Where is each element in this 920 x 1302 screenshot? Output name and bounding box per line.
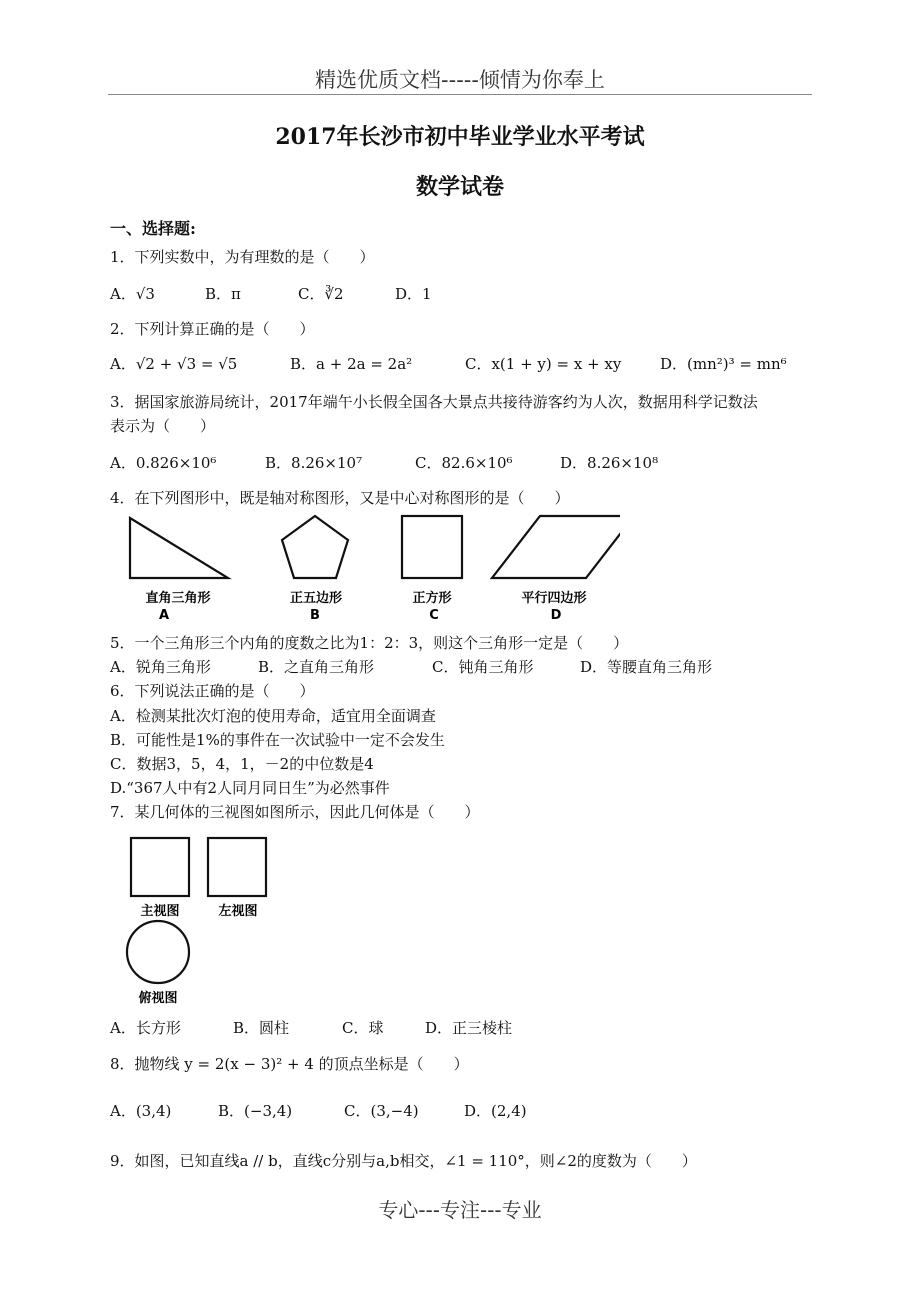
exam-title: 2017年长沙市初中毕业学业水平考试 — [275, 124, 645, 150]
fig-c-name: 正方形 — [412, 591, 452, 606]
q1-stem: 1．下列实数中，为有理数的是（ ） — [110, 248, 375, 266]
q7-three-views — [118, 832, 288, 1008]
header-rule — [108, 94, 812, 95]
q6-option-a: A．检测某批次灯泡的使用寿命，适宜用全面调查 — [110, 707, 436, 725]
q2-option-c: C．x(1 + y) = x + xy — [465, 355, 622, 373]
q5-option-b: B．之直角三角形 — [258, 658, 375, 676]
q5-option-c: C．钝角三角形 — [432, 658, 534, 676]
q6-option-d: D.“367人中有2人同月同日生”为必然事件 — [110, 779, 390, 797]
q7-option-c: C．球 — [342, 1019, 384, 1037]
front-view-label: 主视图 — [140, 904, 180, 919]
fig-a-name: 直角三角形 — [145, 591, 211, 606]
fig-b-name: 正五边形 — [289, 591, 343, 606]
q2-option-b: B．a + 2a = 2a² — [290, 355, 413, 373]
q7-option-d: D．正三棱柱 — [425, 1019, 513, 1037]
q3-option-a: A．0.826×10⁶ — [110, 454, 217, 472]
q8-stem: 8．抛物线 y = 2(x − 3)² + 4 的顶点坐标是（ ） — [110, 1055, 469, 1073]
q2-option-d: D．(mn²)³ = mn⁶ — [660, 355, 787, 373]
right-triangle-figure — [130, 518, 228, 578]
fig-b-letter: B — [310, 608, 320, 623]
pentagon-figure — [282, 516, 348, 578]
q6-option-b: B．可能性是1%的事件在一次试验中一定不会发生 — [110, 731, 445, 749]
page-footer: 专心---专注---专业 — [378, 1198, 542, 1222]
q1-option-c: C．∛2 — [298, 285, 344, 303]
q8-option-d: D．(2,4) — [464, 1102, 527, 1120]
fig-a-letter: A — [158, 608, 170, 623]
q3-stem-line1: 3．据国家旅游局统计，2017年端午小长假全国各大景点共接待游客约为人次，数据用科学记数法 — [110, 393, 758, 411]
q6-stem: 6．下列说法正确的是（ ） — [110, 682, 315, 700]
q4-stem: 4．在下列图形中，既是轴对称图形，又是中心对称图形的是（ ） — [110, 489, 570, 507]
q6-option-c: C．数据3，5，4，1，－2的中位数是4 — [110, 755, 374, 773]
q7-stem: 7．某几何体的三视图如图所示，因此几何体是（ ） — [110, 803, 480, 821]
q3-stem-line2: 表示为（ ） — [110, 417, 216, 435]
fig-d-name: 平行四边形 — [521, 591, 587, 606]
q5-option-d: D．等腰直角三角形 — [580, 658, 713, 676]
fig-d-letter: D — [550, 608, 562, 623]
section-heading: 一、选择题: — [110, 219, 196, 238]
side-view-square — [208, 838, 266, 896]
q2-option-a: A．√2 + √3 = √5 — [110, 355, 238, 373]
q1-option-a: A．√3 — [110, 285, 155, 303]
front-view-square — [131, 838, 189, 896]
q1-option-d: D．1 — [395, 285, 432, 303]
q8-option-b: B．(−3,4) — [218, 1102, 293, 1120]
exam-subtitle: 数学试卷 — [415, 174, 504, 200]
top-view-circle — [127, 921, 189, 983]
q8-option-c: C．(3,−4) — [344, 1102, 419, 1120]
q7-option-a: A．长方形 — [110, 1019, 181, 1037]
q3-option-d: D．8.26×10⁸ — [560, 454, 659, 472]
page-header: 精选优质文档-----倾情为你奉上 — [315, 68, 605, 92]
square-figure — [402, 516, 462, 578]
q5-option-a: A．锐角三角形 — [110, 658, 211, 676]
q1-option-b: B．π — [205, 285, 241, 303]
q8-option-a: A．(3,4) — [110, 1102, 172, 1120]
parallelogram-figure — [492, 516, 620, 578]
q2-stem: 2．下列计算正确的是（ ） — [110, 320, 315, 338]
fig-c-letter: C — [429, 608, 439, 623]
q9-stem: 9．如图，已知直线a // b，直线c分别与a,b相交，∠1 = 110°，则∠2的度数为（ ） — [110, 1152, 697, 1170]
side-view-label: 左视图 — [218, 904, 258, 919]
q4-figures — [120, 506, 620, 631]
q3-option-c: C．82.6×10⁶ — [415, 454, 513, 472]
q3-option-b: B．8.26×10⁷ — [265, 454, 363, 472]
q7-option-b: B．圆柱 — [233, 1019, 290, 1037]
top-view-label: 俯视图 — [138, 991, 178, 1006]
q5-stem: 5．一个三角形三个内角的度数之比为1：2：3，则这个三角形一定是（ ） — [110, 634, 629, 652]
